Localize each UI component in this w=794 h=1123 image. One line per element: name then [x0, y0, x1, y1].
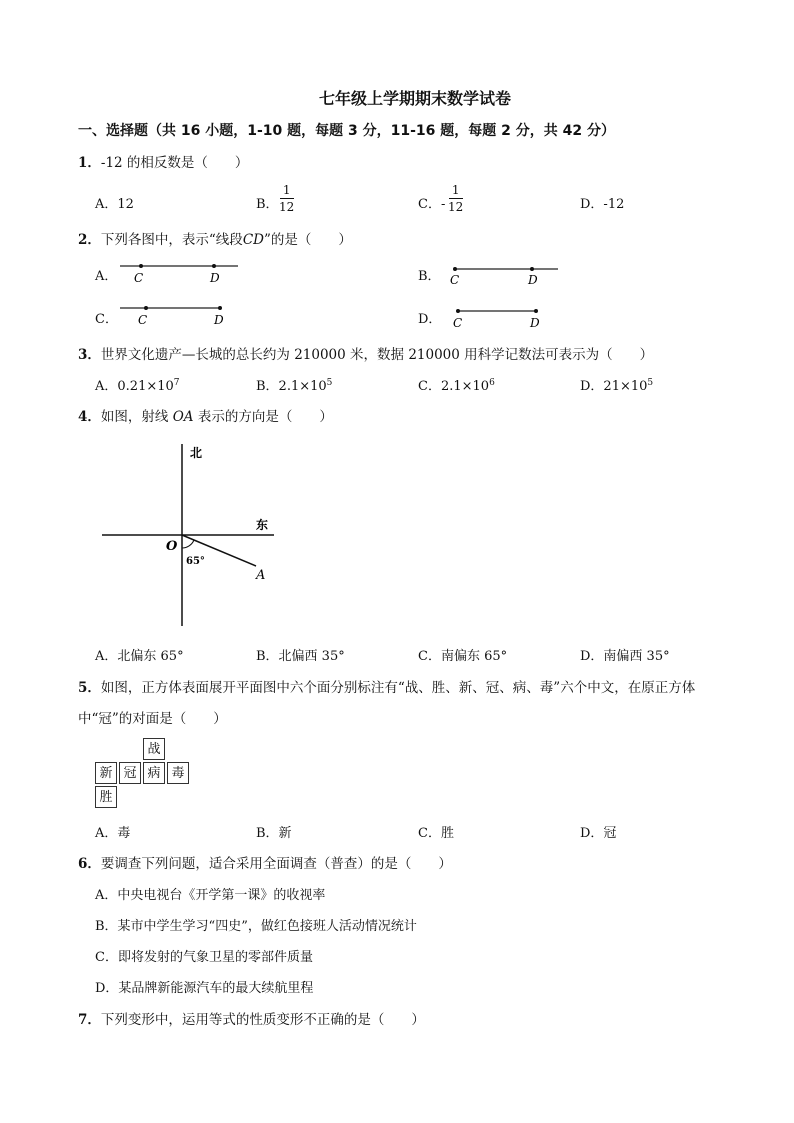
question-number: 7．	[78, 1012, 101, 1028]
q3-option-b	[256, 375, 332, 394]
point-a-label: A	[256, 568, 266, 583]
label-c: C	[450, 273, 460, 287]
q2-option-c: C．	[95, 312, 118, 327]
east-label: 东	[256, 518, 269, 532]
exponent: 5	[326, 378, 333, 388]
q1-option-b-fraction	[279, 183, 294, 214]
net-cell-guan: 冠	[119, 762, 141, 784]
question-text: 世界文化遗产—长城的总长约为 210000 米，数据 210000 用科学记数法可表示为（ ）	[100, 347, 654, 363]
section-heading: 一、选择题（共 16 小题，1-10 题，每题 3 分，11-16 题，每题 2 分，共 42 分）	[78, 123, 615, 139]
exponent: 6	[489, 378, 495, 388]
exponent: 5	[647, 378, 654, 388]
q6-option-b: B．某市中学生学习“四史”，做红色接班人活动情况统计	[95, 919, 417, 934]
question-number: 6．	[78, 856, 101, 872]
point-c	[453, 267, 457, 271]
question-4	[78, 405, 333, 425]
denominator: 12	[279, 200, 295, 214]
q2-figure-b	[448, 262, 563, 290]
point-c	[139, 264, 143, 268]
q4-option-c: C．南偏东 65°	[418, 649, 508, 664]
point-d	[530, 267, 534, 271]
q2-option-b: B．	[418, 269, 441, 284]
q5-option-c: C．胜	[418, 826, 454, 841]
denominator: 12	[448, 200, 464, 214]
question-text: -12 的相反数是（ ）	[100, 155, 249, 171]
q1-option-c-fraction	[448, 183, 463, 214]
option-text: C．2.1×10	[418, 379, 490, 394]
q5-option-d: D．冠	[580, 826, 617, 841]
q1-option-a: A．12	[95, 197, 134, 212]
q3-option-c	[418, 375, 495, 394]
q4-option-d: D．南偏西 35°	[580, 649, 670, 664]
q6-option-c: C．即将发射的气象卫星的零部件质量	[95, 950, 313, 965]
label-d: D	[528, 273, 538, 287]
q5-option-b: B．新	[256, 826, 292, 841]
point-c	[144, 306, 148, 310]
label-d: D	[210, 271, 220, 285]
point-d	[534, 309, 538, 313]
q1-option-b: B．	[256, 197, 279, 212]
q5-option-a: A．毒	[95, 826, 131, 841]
q2-figure-a	[116, 258, 246, 286]
option-text: A．0.21×10	[95, 379, 174, 394]
page-title: 七年级上学期期末数学试卷	[318, 89, 511, 108]
q3-option-d	[580, 375, 653, 394]
question-text-end: ”的是（ ）	[263, 232, 352, 248]
question-number: 2．	[78, 232, 101, 248]
angle-label: 65°	[186, 556, 205, 567]
net-cell-sheng: 胜	[95, 786, 117, 808]
exponent: 7	[173, 378, 180, 388]
q4-compass-figure	[98, 440, 288, 630]
net-cell-du: 毒	[167, 762, 189, 784]
fraction-bar	[449, 198, 463, 199]
fraction-bar	[280, 198, 294, 199]
q2-option-d: D．	[418, 312, 442, 327]
question-text: 下列各图中，表示“线段	[100, 232, 243, 248]
question-text: 下列变形中，运用等式的性质变形不正确的是（ ）	[100, 1012, 425, 1028]
question-number: 5．	[78, 680, 101, 696]
q1-option-c: C．-	[418, 197, 446, 212]
option-text: B．2.1×10	[256, 379, 327, 394]
label-c: C	[138, 313, 148, 327]
option-text: D．21×10	[580, 379, 648, 394]
question-number: 3．	[78, 347, 101, 363]
question-2	[78, 228, 352, 248]
label-c: C	[134, 271, 144, 285]
segment-variable: CD	[242, 232, 264, 248]
question-5	[78, 676, 695, 696]
q4-option-a: A．北偏东 65°	[95, 649, 184, 664]
question-7	[78, 1008, 425, 1028]
point-d	[218, 306, 222, 310]
angle-arc	[182, 540, 194, 548]
question-text: 如图，射线	[100, 409, 173, 425]
label-d: D	[214, 313, 224, 327]
question-text-end: 表示的方向是（ ）	[193, 409, 333, 425]
question-text: 要调查下列问题，适合采用全面调查（普查）的是（ ）	[100, 856, 452, 872]
net-cell-xin: 新	[95, 762, 117, 784]
question-5-line-2: 中“冠”的对面是（ ）	[78, 711, 227, 727]
numerator: 1	[282, 183, 291, 197]
point-d	[212, 264, 216, 268]
question-1	[78, 151, 248, 171]
q4-option-b: B．北偏西 35°	[256, 649, 345, 664]
question-number: 1．	[78, 155, 101, 171]
label-d: D	[530, 316, 540, 330]
question-number: 4．	[78, 409, 101, 425]
question-text: 如图，正方体表面展开平面图中六个面分别标注有“战、胜、新、冠、病、毒”六个中文，在原正方体	[100, 680, 696, 696]
numerator: 1	[451, 183, 460, 197]
origin-label: O	[166, 539, 178, 554]
question-3	[78, 343, 653, 363]
label-c: C	[453, 316, 463, 330]
north-label: 北	[190, 446, 203, 460]
q6-option-d: D．某品牌新能源汽车的最大续航里程	[95, 981, 314, 996]
point-c	[456, 309, 460, 313]
q2-figure-c	[116, 301, 236, 329]
ray-variable: OA	[172, 409, 194, 425]
cube-net	[95, 738, 191, 810]
net-cell-zhan: 战	[143, 738, 165, 760]
net-cell-bing: 病	[143, 762, 165, 784]
q2-figure-d	[450, 304, 550, 332]
q6-option-a: A．中央电视台《开学第一课》的收视率	[95, 888, 326, 903]
question-6	[78, 852, 452, 872]
q1-option-d: D．-12	[580, 197, 625, 212]
q3-option-a	[95, 375, 180, 394]
q2-option-a: A．	[95, 269, 118, 284]
